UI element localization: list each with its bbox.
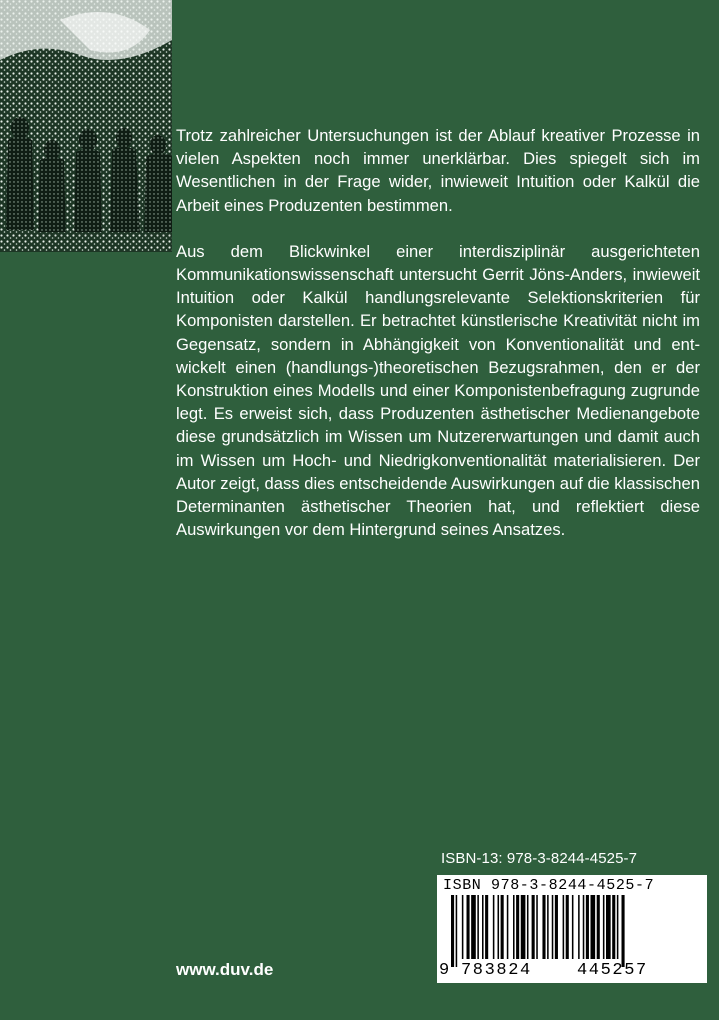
isbn-label: ISBN-13: 978-3-8244-4525-7 <box>441 850 638 867</box>
back-cover-blurb <box>176 124 700 541</box>
barcode-group-b: 445257 <box>577 961 648 980</box>
isbn-barcode <box>437 875 707 983</box>
barcode-group-a: 783824 <box>461 961 532 980</box>
barcode-bars-icon <box>437 895 707 967</box>
blurb-paragraph-2: Aus dem Blickwinkel einer interdisziplinär ausgerichteten Kommunikationswissenschaft untersucht Gerrit Jöns-Anders, inwieweit Intuition oder Kalkül handlungsrelevante Selektionskriterien für Komponisten darstellen. Er betrachtet künstlerische Kreativität nicht im Gegensatz, sondern in Abhängigkeit von Konventionalität und entwickelt einen (handlungs-)theoretischen Bezugsrahmen, den er der Konstruktion eines Modells und einer Komponistenbefragung zugrunde legt. Es erweist sich, dass Produzenten ästhetischer Medienangebote diese grundsätzlich im Wissen um Nutzererwartungen und damit auch im Wissen um Hoch- und Niedrigkonventionalität materialisieren. Der Autor zeigt, dass dies entscheidende Auswirkungen auf die klassischen Determinanten ästhetischer Theorien hat, und reflektiert diese Auswirkungen vor dem Hintergrund seines Ansatzes. <box>176 241 700 540</box>
barcode-top-text: ISBN 978-3-8244-4525-7 <box>443 877 655 894</box>
blurb-paragraph-1: Trotz zahlreicher Untersuchungen ist der Ablauf kreativer Prozesse in vielen Aspekten noch immer unerklärbar. Dies spiegelt sich im Wesentlichen in der Frage wider, inwieweit Intuition oder Kalkül die Arbeit eines Produzenten bestimmen. <box>176 126 700 215</box>
cover-photo <box>0 0 172 252</box>
publisher-url[interactable]: www.duv.de <box>176 960 274 979</box>
barcode-first-digit: 9 <box>439 961 450 980</box>
people-silhouette-photo-icon <box>0 0 172 252</box>
